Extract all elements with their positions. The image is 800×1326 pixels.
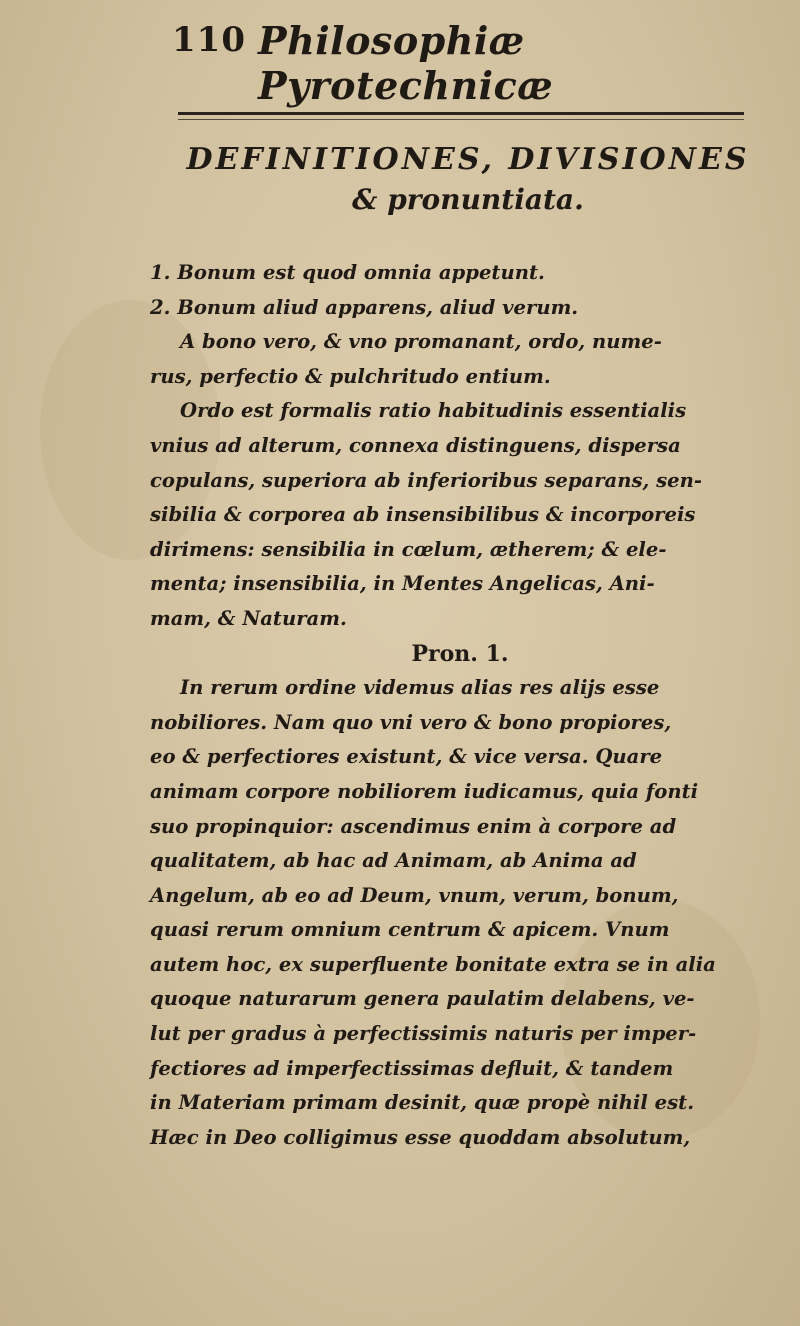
text-line: nobiliores. Nam quo vni vero & bono propiores,	[150, 710, 672, 734]
text-line: vnius ad alterum, connexa distinguens, dispersa	[150, 433, 681, 457]
text-line: quoque naturarum genera paulatim delabens, ve-	[150, 987, 695, 1011]
text-line: eo & perfectiores existunt, & vice versa. Quare	[150, 745, 663, 769]
page-number: 110	[172, 20, 246, 60]
section-heading-title: DEFINITIONES, DIVISIONES	[186, 142, 750, 177]
text-line: sibilia & corporea ab insensibilibus & incorporeis	[150, 503, 696, 527]
text-line: A bono vero, & vno promanant, ordo, nume-	[180, 330, 662, 354]
proposition-heading: Pron. 1.	[411, 640, 509, 667]
text-line: Angelum, ab eo ad Deum, vnum, verum, bonum,	[150, 883, 679, 907]
text-line: 1. Bonum est quod omnia appetunt.	[150, 261, 545, 284]
text-line: quasi rerum omnium centrum & apicem. Vnum	[150, 918, 670, 942]
section-heading	[168, 140, 768, 218]
text-line: rus, perfectio & pulchritudo entium.	[150, 364, 551, 388]
text-line: autem hoc, ex superfluente bonitate extra se in alia	[150, 952, 716, 976]
text-line: suo propinquior: ascendimus enim à corpore ad	[150, 814, 677, 838]
text-line: menta; insensibilia, in Mentes Angelicas, Ani-	[150, 572, 655, 596]
text-line: Hæc in Deo colligimus esse quoddam absolutum,	[150, 1125, 691, 1149]
text-line: 2. Bonum aliud apparens, aliud verum.	[150, 295, 579, 319]
text-line: mam, & Naturam.	[150, 606, 347, 630]
header-rule-thin	[178, 119, 744, 120]
text-line: qualitatem, ab hac ad Animam, ab Anima ad	[150, 849, 637, 873]
page-header	[170, 18, 690, 108]
text-line: copulans, superiora ab inferioribus separans, sen-	[150, 468, 703, 492]
text-line: in Materiam primam desinit, quæ propè nihil est.	[150, 1091, 695, 1115]
text-line: Ordo est formalis ratio habitudinis essentialis	[180, 399, 687, 423]
text-line: animam corpore nobiliorem iudicamus, quia fonti	[150, 779, 699, 803]
text-line: fectiores ad imperfectissimas defluit, & tandem	[150, 1056, 674, 1080]
text-line: In rerum ordine videmus alias res alijs esse	[180, 676, 660, 700]
text-line: dirimens: sensibilia in cœlum, ætherem; & ele-	[150, 537, 667, 561]
running-title: Philosophiæ Pyrotechnicæ	[258, 18, 554, 108]
section-heading-subtitle: & pronuntiata.	[352, 183, 584, 216]
text-line: lut per gradus à perfectissimis naturis per imper-	[150, 1022, 697, 1046]
body-text	[150, 256, 770, 1155]
header-rule	[178, 112, 744, 115]
